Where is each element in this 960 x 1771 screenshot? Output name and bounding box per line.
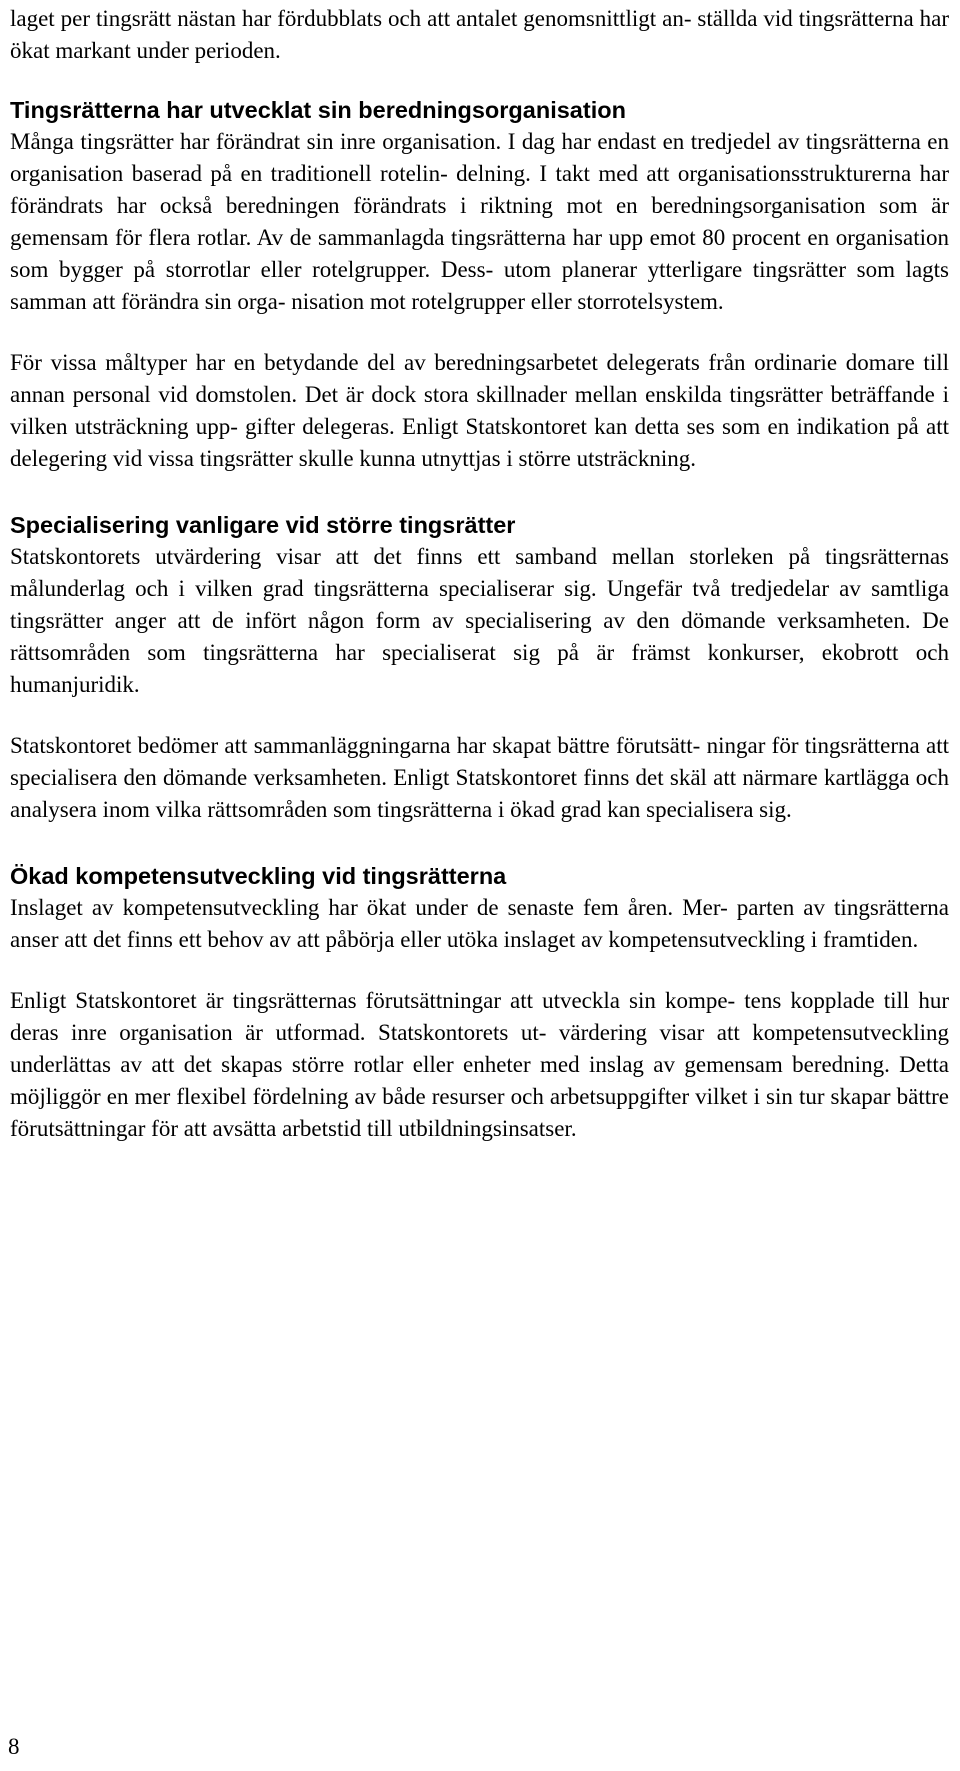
paragraph-organisation: Många tingsrätter har förändrat sin inre organisation. I dag har endast en tredjedel av tingsrätterna en organisation baserad på en traditionell rotelin- delning. I takt med att organisationsstrukturerna har förändrats har också beredningen förändrats i riktning mot en beredningsorganisation som är gemensam för flera rotlar. Av de sammanlagda tingsrätterna har upp emot 80 procent en organisation som bygger på storrotlar eller rotelgrupper. Dess- utom planerar ytterligare tingsrätter som lagts samman att förändra sin orga- nisation mot rotelgrupper eller storrotelsystem.	[10, 129, 949, 314]
paragraph-forutsattningar: Enligt Statskontoret är tingsrätternas förutsättningar att utveckla sin kompe- tens kopplade till hur deras inre organisation är utformad. Statskontorets ut- värdering visar att kompetensutveckling underlättas av att det skapas större rotlar eller enheter med inslag av gemensam beredning. Detta möjliggör en mer flexibel fördelning av både resurser och arbetsuppgifter vilket i sin tur skapar bättre förutsättningar för att avsätta arbetstid till utbildningsinsatser.	[10, 988, 949, 1141]
paragraph-specialisering: Statskontorets utvärdering visar att det finns ett samband mellan storleken på tingsrätternas målunderlag och i vilken grad tingsrätterna specialiserar sig. Ungefär två tredjedelar av samtliga tingsrätter anger att de infört någon form av specialisering av den dömande verksamheten. De rättsområden som tingsrätterna har specialiserat sig på är främst konkurser, ekobrott och humanjuridik.	[10, 544, 949, 697]
section-heading-specialisering: Specialisering vanligare vid större tingsrätter	[10, 512, 516, 538]
section-heading-kompetensutveckling: Ökad kompetensutveckling vid tingsrätterna	[10, 863, 507, 889]
section-heading-beredningsorganisation: Tingsrätterna har utvecklat sin beredningsorganisation	[10, 97, 626, 123]
page-number: 8	[8, 1734, 20, 1759]
intro-paragraph: laget per tingsrätt nästan har fördubblats och att antalet genomsnittligt an- ställda vid tingsrätterna har ökat markant under perioden.	[10, 6, 949, 63]
paragraph-sammanlaggningar: Statskontoret bedömer att sammanläggningarna har skapat bättre förutsätt- ningar för tingsrätterna att specialisera den dömande verksamheten. Enligt Statskontoret finns det skäl att närmare kartlägga och analysera inom vilka rättsområden som tingsrätterna i ökad grad kan specialisera sig.	[10, 733, 949, 822]
document-body	[10, 0, 949, 1145]
paragraph-kompetensutveckling: Inslaget av kompetensutveckling har ökat under de senaste fem åren. Mer- parten av tingsrätterna anser att det finns ett behov av att påbörja eller utöka inslaget av kompetensutveckling i framtiden.	[10, 895, 949, 952]
paragraph-delegering: För vissa måltyper har en betydande del av beredningsarbetet delegerats från ordinarie domare till annan personal vid domstolen. Det är dock stora skillnader mellan enskilda tingsrätter beträffande i vilken utsträckning upp- gifter delegeras. Enligt Statskontoret kan detta ses som en indikation på att delegering vid vissa tingsrätter skulle kunna utnyttjas i större utsträckning.	[10, 350, 949, 471]
